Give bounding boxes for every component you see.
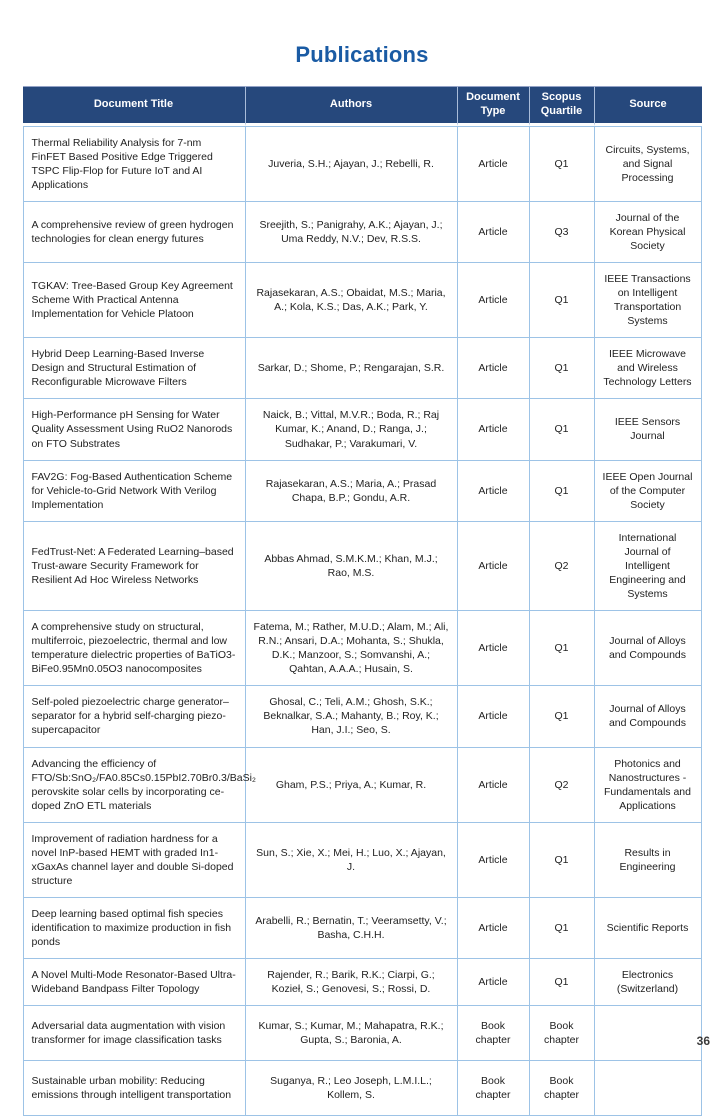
table-body: [23, 126, 702, 1116]
cell-document-title: A Novel Multi-Mode Resonator-Based Ultra-Wideband Bandpass Filter Topology: [23, 959, 245, 1006]
cell-authors: Rajasekaran, A.S.; Obaidat, M.S.; Maria, A.; Kola, K.S.; Das, A.K.; Park, Y.: [245, 263, 457, 338]
cell-scopus-quartile: Q2: [529, 748, 594, 823]
cell-source: IEEE Open Journal of the Computer Society: [594, 461, 702, 522]
cell-scopus-quartile: Q1: [529, 461, 594, 522]
table-header-row: [23, 86, 702, 126]
cell-document-type: Book chapter: [457, 1061, 529, 1116]
publications-table: [23, 86, 702, 1116]
table-row: [23, 611, 702, 686]
page-title: Publications: [0, 42, 724, 68]
cell-document-type: Article: [457, 748, 529, 823]
cell-document-title: Self-poled piezoelectric charge generator–separator for a hybrid self-charging piezo-supercapacitor: [23, 686, 245, 747]
cell-scopus-quartile: Q1: [529, 898, 594, 959]
table-row: [23, 1006, 702, 1061]
cell-authors: Sreejith, S.; Panigrahy, A.K.; Ajayan, J.; Uma Reddy, N.V.; Dev, R.S.S.: [245, 202, 457, 263]
cell-document-title: Hybrid Deep Learning-Based Inverse Design and Structural Estimation of Reconfigurable Microwave Filters: [23, 338, 245, 399]
cell-scopus-quartile: Q1: [529, 959, 594, 1006]
cell-document-type: Article: [457, 686, 529, 747]
cell-document-title: Deep learning based optimal fish species identification to maximize production in fish ponds: [23, 898, 245, 959]
table-row: [23, 263, 702, 338]
cell-document-type: Article: [457, 399, 529, 460]
cell-authors: Sarkar, D.; Shome, P.; Rengarajan, S.R.: [245, 338, 457, 399]
cell-document-title: Thermal Reliability Analysis for 7-nm FinFET Based Positive Edge Triggered TSPC Flip-Flop for Future IoT and AI Applications: [23, 126, 245, 202]
table-row: [23, 522, 702, 611]
cell-document-type: Article: [457, 263, 529, 338]
cell-document-type: Article: [457, 522, 529, 611]
column-header-document-title: Document Title: [23, 86, 245, 126]
cell-scopus-quartile: Q1: [529, 823, 594, 898]
page-number: 36: [697, 1034, 710, 1048]
cell-scopus-quartile: Q1: [529, 686, 594, 747]
cell-authors: Rajender, R.; Barik, R.K.; Ciarpi, G.; Kozieł, S.; Genovesi, S.; Rossi, D.: [245, 959, 457, 1006]
column-header-document-type: Document Type: [457, 86, 529, 126]
cell-authors: Kumar, S.; Kumar, M.; Mahapatra, R.K.; Gupta, S.; Baronia, A.: [245, 1006, 457, 1061]
table-row: [23, 898, 702, 959]
cell-document-type: Article: [457, 202, 529, 263]
cell-source: IEEE Microwave and Wireless Technology Letters: [594, 338, 702, 399]
cell-authors: Suganya, R.; Leo Joseph, L.M.I.L.; Kollem, S.: [245, 1061, 457, 1116]
cell-authors: Rajasekaran, A.S.; Maria, A.; Prasad Chapa, B.P.; Gondu, A.R.: [245, 461, 457, 522]
cell-scopus-quartile: Q2: [529, 522, 594, 611]
cell-scopus-quartile: Q1: [529, 611, 594, 686]
table-row: [23, 338, 702, 399]
cell-authors: Gham, P.S.; Priya, A.; Kumar, R.: [245, 748, 457, 823]
table-row: [23, 399, 702, 460]
cell-authors: Fatema, M.; Rather, M.U.D.; Alam, M.; Ali, R.N.; Ansari, D.A.; Mohanta, S.; Shukla, D.K.; Manzoor, S.; Somvanshi, A.; Qahtan, A.A.A.; Husain, S.: [245, 611, 457, 686]
column-header-source: Source: [594, 86, 702, 126]
cell-source: Electronics (Switzerland): [594, 959, 702, 1006]
table-row: [23, 748, 702, 823]
cell-document-title: Sustainable urban mobility: Reducing emissions through intelligent transportation: [23, 1061, 245, 1116]
table-row: [23, 686, 702, 747]
cell-authors: Arabelli, R.; Bernatin, T.; Veeramsetty, V.; Basha, C.H.H.: [245, 898, 457, 959]
cell-authors: Naick, B.; Vittal, M.V.R.; Boda, R.; Raj Kumar, K.; Anand, D.; Ranga, J.; Sudhakar, P.; Varakumari, V.: [245, 399, 457, 460]
cell-document-title: A comprehensive study on structural, multiferroic, piezoelectric, thermal and low temperature dielectric properties of BaTiO3-BiFe0.95Mn0.05O3 nanocomposites: [23, 611, 245, 686]
cell-document-title: FedTrust-Net: A Federated Learning–based Trust-aware Security Framework for Resilient Ad Hoc Wireless Networks: [23, 522, 245, 611]
column-header-scopus-quartile: Scopus Quartile: [529, 86, 594, 126]
cell-source: IEEE Transactions on Intelligent Transportation Systems: [594, 263, 702, 338]
cell-scopus-quartile: Book chapter: [529, 1061, 594, 1116]
column-header-authors: Authors: [245, 86, 457, 126]
cell-source: IEEE Sensors Journal: [594, 399, 702, 460]
cell-document-type: Article: [457, 898, 529, 959]
cell-source: Photonics and Nanostructures - Fundamentals and Applications: [594, 748, 702, 823]
cell-authors: Abbas Ahmad, S.M.K.M.; Khan, M.J.; Rao, M.S.: [245, 522, 457, 611]
cell-scopus-quartile: Q1: [529, 338, 594, 399]
cell-source: Results in Engineering: [594, 823, 702, 898]
cell-document-title: Advancing the efficiency of FTO/Sb:SnO₂/FA0.85Cs0.15PbI2.70Br0.3/BaSi₂ perovskite solar cells by incorporating ce-doped ZnO ETL materials: [23, 748, 245, 823]
cell-source: [594, 1061, 702, 1116]
table-row: [23, 461, 702, 522]
cell-authors: Sun, S.; Xie, X.; Mei, H.; Luo, X.; Ajayan, J.: [245, 823, 457, 898]
cell-document-title: A comprehensive review of green hydrogen technologies for clean energy futures: [23, 202, 245, 263]
cell-scopus-quartile: Book chapter: [529, 1006, 594, 1061]
cell-scopus-quartile: Q1: [529, 126, 594, 202]
cell-document-type: Article: [457, 823, 529, 898]
cell-scopus-quartile: Q1: [529, 399, 594, 460]
cell-document-title: FAV2G: Fog-Based Authentication Scheme for Vehicle-to-Grid Network With Verilog Implementation: [23, 461, 245, 522]
cell-source: Circuits, Systems, and Signal Processing: [594, 126, 702, 202]
cell-authors: Juveria, S.H.; Ajayan, J.; Rebelli, R.: [245, 126, 457, 202]
cell-document-title: Improvement of radiation hardness for a novel InP-based HEMT with graded In1-xGaxAs channel layer and double Si-doped structure: [23, 823, 245, 898]
cell-source: International Journal of Intelligent Engineering and Systems: [594, 522, 702, 611]
table-row: [23, 202, 702, 263]
cell-document-type: Article: [457, 461, 529, 522]
cell-source: Journal of the Korean Physical Society: [594, 202, 702, 263]
cell-source: [594, 1006, 702, 1061]
cell-source: Journal of Alloys and Compounds: [594, 611, 702, 686]
table-row: [23, 823, 702, 898]
cell-document-type: Article: [457, 338, 529, 399]
cell-document-title: High-Performance pH Sensing for Water Quality Assessment Using RuO2 Nanorods on FTO Substrates: [23, 399, 245, 460]
cell-document-type: Article: [457, 611, 529, 686]
cell-document-type: Book chapter: [457, 1006, 529, 1061]
cell-authors: Ghosal, C.; Teli, A.M.; Ghosh, S.K.; Beknalkar, S.A.; Mahanty, B.; Roy, K.; Han, J.I.; Seo, S.: [245, 686, 457, 747]
cell-document-type: Article: [457, 126, 529, 202]
cell-source: Journal of Alloys and Compounds: [594, 686, 702, 747]
cell-document-title: TGKAV: Tree-Based Group Key Agreement Scheme With Practical Antenna Implementation for Vehicle Platoon: [23, 263, 245, 338]
cell-document-type: Article: [457, 959, 529, 1006]
table-row: [23, 959, 702, 1006]
table-row: [23, 1061, 702, 1116]
cell-document-title: Adversarial data augmentation with vision transformer for image classification tasks: [23, 1006, 245, 1061]
table-row: [23, 126, 702, 202]
cell-source: Scientific Reports: [594, 898, 702, 959]
cell-scopus-quartile: Q3: [529, 202, 594, 263]
cell-scopus-quartile: Q1: [529, 263, 594, 338]
